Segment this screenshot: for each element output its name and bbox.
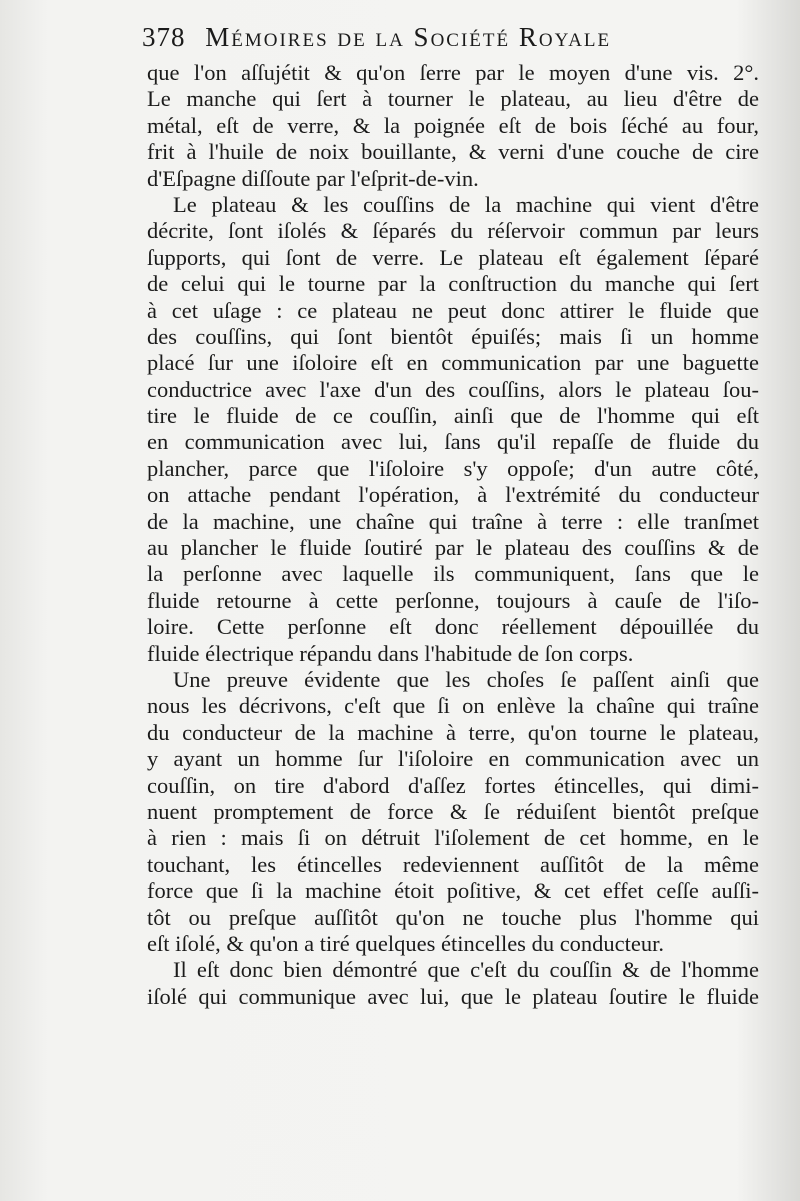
- paragraph-2: [147, 192, 759, 667]
- text-line: loire. Cette perſonne eſt donc réellement dépouillée du: [147, 614, 759, 640]
- text-line: la perſonne avec laquelle ils communiquent, ſans que le: [147, 561, 759, 587]
- text-line: y ayant un homme ſur l'iſoloire en communication avec un: [147, 746, 759, 772]
- running-title: Mémoires de la Société Royale: [205, 22, 612, 52]
- text-line: fluide retourne à cette perſonne, toujours à cauſe de l'iſo-: [147, 587, 759, 613]
- text-line: plancher, parce que l'iſoloire s'y oppoſe; d'un autre côté,: [147, 455, 759, 481]
- text-line: des couſſins, qui ſont bientôt épuiſés; mais ſi un homme: [147, 323, 759, 349]
- text-line: ſupports, qui ſont de verre. Le plateau eſt également ſéparé: [147, 244, 759, 270]
- text-line: conductrice avec l'axe d'un des couſſins, alors le plateau ſou-: [147, 376, 759, 402]
- text-line: eſt iſolé, & qu'on a tiré quelques étincelles du conducteur.: [147, 930, 665, 956]
- text-line: frit à l'huile de noix bouillante, & verni d'une couche de cire: [147, 139, 759, 165]
- body-text: [147, 60, 759, 1010]
- paragraph-3: [147, 667, 759, 957]
- text-line: d'Eſpagne diſſoute par l'eſprit-de-vin.: [147, 165, 479, 191]
- paragraph-4: [147, 957, 759, 1010]
- text-line: tôt ou preſque auſſitôt qu'on ne touche plus l'homme qui: [147, 904, 759, 930]
- text-line: iſolé qui communique avec lui, que le plateau ſoutire le fluide: [147, 983, 759, 1009]
- text-line: fluide électrique répandu dans l'habitude de ſon corps.: [147, 640, 634, 666]
- text-line: couſſin, on tire d'abord d'aſſez fortes étincelles, qui dimi-: [147, 772, 759, 798]
- text-line: nuent promptement de force & ſe réduiſent bientôt preſque: [147, 798, 759, 824]
- text-line: Le manche qui ſert à tourner le plateau, au lieu d'être de: [147, 86, 759, 112]
- text-line: du conducteur de la machine à terre, qu'on tourne le plateau,: [147, 719, 759, 745]
- text-line: Le plateau & les couſſins de la machine qui vient d'être: [173, 191, 759, 217]
- text-line: touchant, les étincelles redeviennent auſſitôt de la même: [147, 851, 759, 877]
- paragraph-1: [147, 60, 759, 192]
- text-line: métal, eſt de verre, & la poignée eſt de bois ſéché au four,: [147, 112, 759, 138]
- text-line: nous les décrivons, c'eſt que ſi on enlève la chaîne qui traîne: [147, 693, 759, 719]
- text-line: tire le fluide de ce couſſin, ainſi que de l'homme qui eſt: [147, 403, 759, 429]
- text-line: Il eſt donc bien démontré que c'eſt du couſſin & de l'homme: [173, 957, 759, 983]
- page-header: [142, 22, 742, 53]
- text-line: en communication avec lui, ſans qu'il repaſſe de fluide du: [147, 429, 759, 455]
- text-line: à cet uſage : ce plateau ne peut donc attirer le fluide que: [147, 297, 759, 323]
- text-line: force que ſi la machine étoit poſitive, & cet effet ceſſe auſſi-: [147, 878, 759, 904]
- text-line: placé ſur une iſoloire eſt en communication par une baguette: [147, 350, 759, 376]
- page-number: 378: [142, 22, 186, 52]
- text-line: à rien : mais ſi on détruit l'iſolement de cet homme, en le: [147, 825, 759, 851]
- text-line: de la machine, une chaîne qui traîne à terre : elle tranſmet: [147, 508, 759, 534]
- text-line: de celui qui le tourne par la conſtruction du manche qui ſert: [147, 271, 759, 297]
- text-line: Une preuve évidente que les choſes ſe paſſent ainſi que: [173, 666, 759, 692]
- text-line: on attache pendant l'opération, à l'extrémité du conducteur: [147, 482, 759, 508]
- text-line: décrite, ſont iſolés & ſéparés du réſervoir commun par leurs: [147, 218, 759, 244]
- text-line: au plancher le fluide ſoutiré par le plateau des couſſins & de: [147, 535, 759, 561]
- text-line: que l'on aſſujétit & qu'on ſerre par le moyen d'une vis. 2°.: [147, 60, 759, 85]
